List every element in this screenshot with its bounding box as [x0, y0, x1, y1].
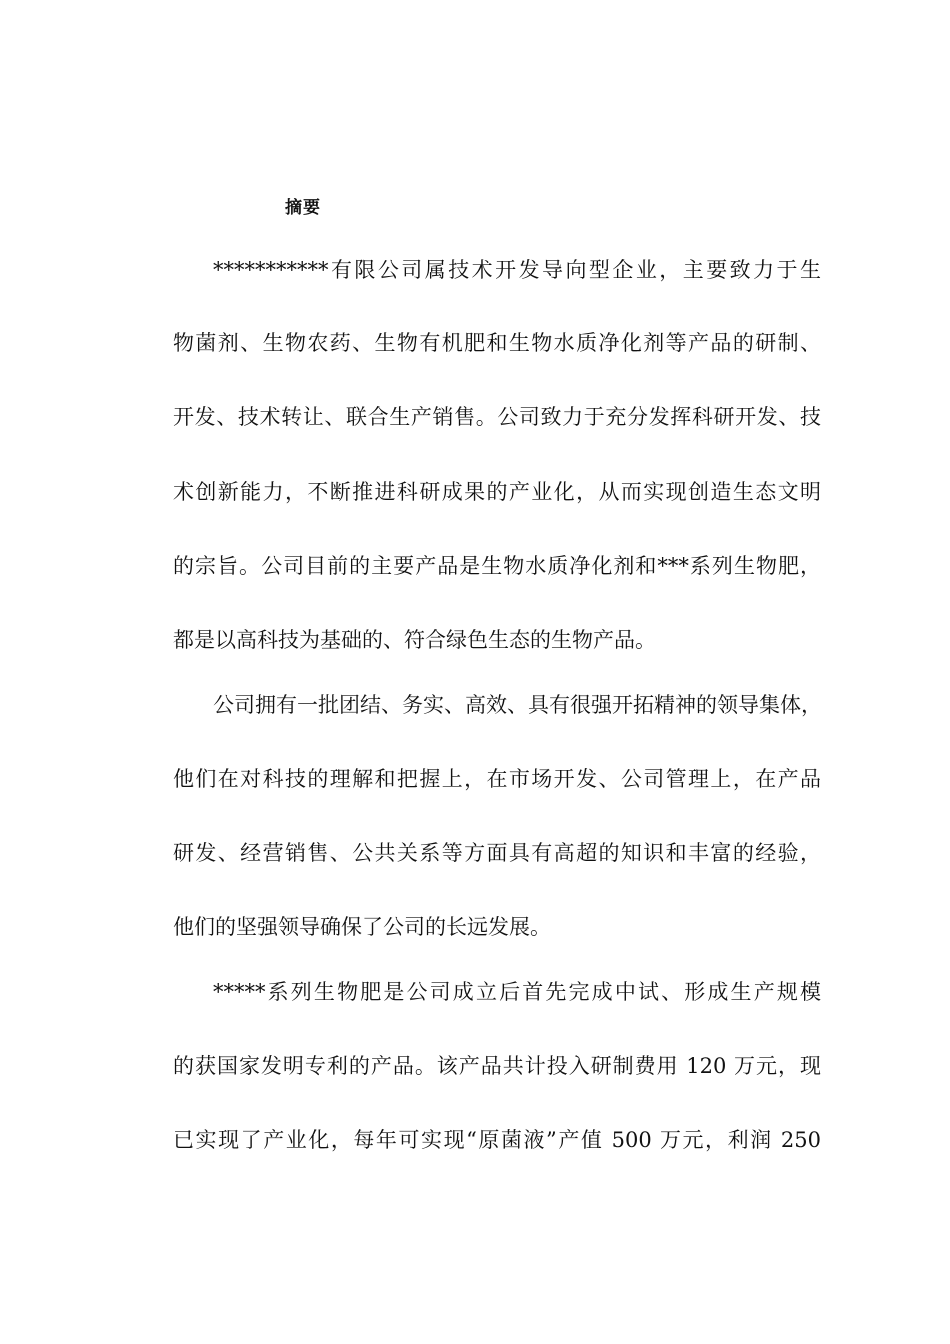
page-title: 摘要	[285, 198, 321, 218]
paragraph-line: 的获国家发明专利的产品。该产品共计投入研制费用 120 万元，现	[173, 1054, 821, 1078]
paragraph-line: ***********有限公司属技术开发导向型企业，主要致力于生	[213, 258, 821, 282]
paragraph-line: 已实现了产业化，每年可实现“原菌液”产值 500 万元，利润 250	[173, 1128, 821, 1152]
paragraph-line: 的宗旨。公司目前的主要产品是生物水质净化剂和***系列生物肥，	[173, 554, 821, 578]
paragraph-line: 开发、技术转让、联合生产销售。公司致力于充分发挥科研开发、技	[173, 405, 821, 429]
paragraph-line: 术创新能力，不断推进科研成果的产业化，从而实现创造生态文明	[173, 480, 821, 504]
paragraph-line: 研发、经营销售、公共关系等方面具有高超的知识和丰富的经验，	[173, 841, 821, 865]
paragraph-line: 都是以高科技为基础的、符合绿色生态的生物产品。	[173, 628, 656, 652]
paragraph-line: 他们的坚强领导确保了公司的长远发展。	[173, 915, 551, 939]
paragraph-line: 他们在对科技的理解和把握上，在市场开发、公司管理上，在产品	[173, 767, 821, 791]
paragraph-line: 公司拥有一批团结、务实、高效、具有很强开拓精神的领导集体，	[213, 693, 822, 717]
paragraph-line: *****系列生物肥是公司成立后首先完成中试、形成生产规模	[213, 980, 821, 1004]
paragraph-line: 物菌剂、生物农药、生物有机肥和生物水质净化剂等产品的研制、	[173, 331, 821, 355]
